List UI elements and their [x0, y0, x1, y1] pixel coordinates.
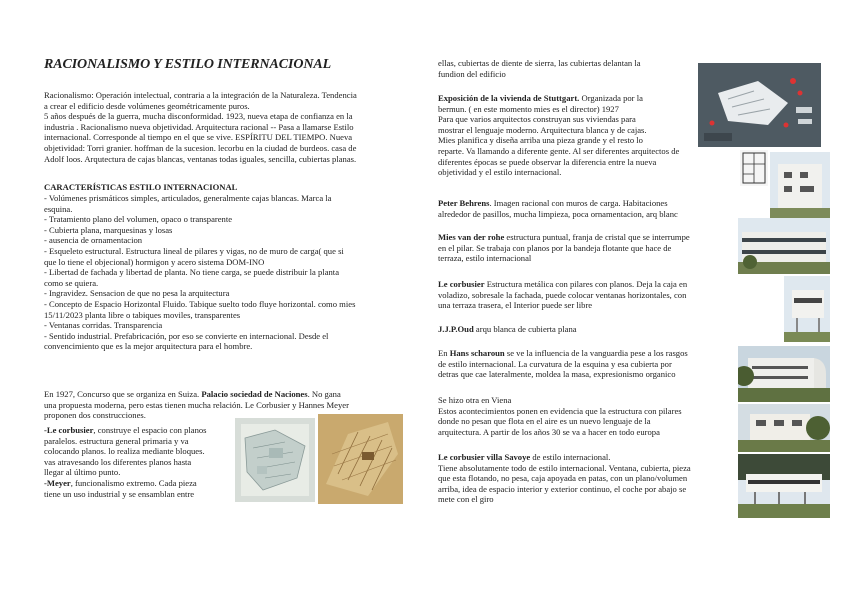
- characteristic-line: - Cubierta plana, marquesinas y losas: [44, 224, 173, 235]
- characteristic-line: como se quiera.: [44, 277, 99, 288]
- characteristic-line: - Sentido industrial. Prefabricación, por eso se convierte en internacional. Desde el: [44, 330, 329, 341]
- oud-paragraph: J.J.P.Oud arqu blanca de cubierta plana: [438, 324, 577, 334]
- intro-line: 5 años después de la guerra, mucha disconformidad. 1923, nueva etapa de confianza en la: [44, 111, 353, 122]
- characteristic-line: que lo tiene el objecional) hormigon y acero sistema DOM-INO: [44, 256, 265, 267]
- corbusier-paragraph: -Le corbusier, construye el espacio con planos paralelos. estructura general primaria y va colocando planos. lo realiza mediante bloques. vas atravesando los diferentes planos hasta llegar al último punto. -Meyer, funcionalismo extremo. Cada pieza tiene un uso industrial y se ensamblan entre: [44, 425, 207, 499]
- characteristic-line: 15/11/2023 planta libre o tabiques moviles, transparentes: [44, 309, 241, 320]
- mies-paragraph: Mies van der rohe estructura puntual, franja de cristal que se interrumpe en el pilar. Se trabaja con planos por la bandeja flotante que hace de terraza, estilo internacional: [438, 232, 690, 264]
- savoye-paragraph: Le corbusier villa Savoye de estilo internacional. Tiene absolutamente todo de estilo internacional. Ventana, cubierta, pieza que esta flotando, no pesa, caja apoyada en patas, con un plano/volumen arriba, idea de espacio interior y exterior continuo, el coche por abajo se mete con el giro: [438, 452, 691, 505]
- intro-line: a crear el edificio desde volúmenes geométricamente puros.: [44, 100, 250, 111]
- behrens-plan-image: [740, 150, 768, 186]
- intro-line: Racionalismo: Operación intelectual, contraria a la integración de la Naturaleza. Tendencia: [44, 90, 357, 100]
- stuttgart-map-image: [698, 63, 821, 147]
- behrens-name: Peter Behrens: [438, 198, 490, 208]
- concurso-paragraph: En 1927, Concurso que se organiza en Suiza. Palacio sociedad de Naciones. No gana una propuesta moderna, pero estas tienen mucha relación. Le Corbusier y Hannes Meyer proponen dos construcciones.: [44, 389, 349, 421]
- characteristics-list: [44, 193, 416, 352]
- characteristic-line: - Esqueleto estructural. Estructura lineal de pilares y vigas, no de muro de carga( que si: [44, 245, 344, 256]
- intro-line: objetividad: Torri granier. hoffman de la sucesion. lecorbu en la ciudad de burdeos. casa de: [44, 142, 357, 153]
- intro-paragraph: [44, 90, 416, 164]
- viena-paragraph: Se hizo otra en Viena Estos acontecimientos ponen en evidencia que la estructura con pilares donde no pesan que flota en el aire es un nuevo lenguaje de la arquitectura. A partir de los años 30 se va a hacer en todo europa: [438, 395, 682, 437]
- scharoun-house-image: [738, 346, 830, 402]
- characteristic-line: - Ventanas corridas. Transparencia: [44, 320, 163, 331]
- intro-line: internacional. Corresponde al tiempo en el que se vive. ESPÍRITU DEL TIEMPO. Nueva: [44, 132, 353, 143]
- savoye-name: Le corbusier villa Savoye: [438, 452, 531, 462]
- corbusier-plan-image: [235, 418, 315, 502]
- scharoun-name: Hans scharoun: [449, 348, 505, 358]
- right-top-paragraph: ellas, cubiertas de diente de sierra, las cubiertas delantan la fundion del edificio: [438, 58, 641, 79]
- characteristic-line: - Volúmenes prismáticos simples, articulados, generalmente cajas blancas. Marca la: [44, 193, 332, 203]
- stuttgart-name: Exposición de la vivienda de Stuttgart.: [438, 93, 580, 103]
- oud-name: J.J.P.Oud: [438, 324, 474, 334]
- meyer-plan-image: [318, 414, 403, 504]
- characteristics-heading: CARACTERÍSTICAS ESTILO INTERNACIONAL: [44, 182, 238, 192]
- characteristic-line: - Tratamiento plano del volumen, opaco o transparente: [44, 214, 233, 225]
- mies-building-image: [738, 218, 830, 274]
- document-title: RACIONALISMO Y ESTILO INTERNACIONAL: [44, 57, 332, 72]
- behrens-paragraph: Peter Behrens. Imagen racional con muros de carga. Habitaciones alrededor de pasillos, mucha limpieza, poca ornamentacion, arq blanc: [438, 198, 678, 219]
- mies-name: Mies van der rohe: [438, 232, 505, 242]
- palacio-name: Palacio sociedad de Naciones: [201, 389, 308, 399]
- characteristic-line: - ausencia de ornamentacion: [44, 235, 143, 246]
- lecorbusier-name: Le corbusier: [438, 279, 485, 289]
- villa-savoye-image: [738, 454, 830, 518]
- lecorbusier-house-image: [784, 276, 830, 342]
- stuttgart-paragraph: Exposición de la vivienda de Stuttgart. Organizada por la bermun. ( en este momento mies es el director) 1927 Para que varios arquitectos construyan sus viviendas para mostrar el lenguaje moderno. Arquitectura blanca y de cajas. Mies planifica y diseña arriba una pieza grande y el resto lo reparte. Va llamando a diferente gente. Al ser diferentes arquitectos de diferentes épocas se puede observar la diferencia entre la nueva objetividad y el estilo internacional.: [438, 93, 680, 178]
- meyer-name: -Meyer: [44, 477, 71, 488]
- corbusier-name: -Le corbusier: [44, 425, 94, 435]
- characteristic-line: - Libertad de fachada y libertad de planta. No tiene carga, se puede distribuir la planta: [44, 267, 340, 278]
- characteristic-line: - Concepto de Espacio Horizontal Fluido. Tabique suelto todo fluye horizontal. como mies: [44, 298, 356, 309]
- intro-line: Adolf loos. Arqutectura de cajas blancas, ventanas todas iguales, sencilla, cubiertas planas.: [44, 153, 357, 164]
- characteristic-line: - Ingravidez. Sensacion de que no pesa la arquitectura: [44, 288, 230, 299]
- scharoun-paragraph: En Hans scharoun se ve la influencia de la vanguardia pese a los rasgos de estilo internacional. La curvatura de la esquina y esa cubierta por detras que cae lateralmente, moldea la masa, expresionismo organico: [438, 348, 688, 380]
- characteristic-line: convencimiento que es la mejor arquitectura para el hombre.: [44, 341, 253, 352]
- viena-house-image: [738, 404, 830, 452]
- lecorbusier-paragraph: Le corbusier Estructura metálica con pilares con planos. Deja la caja en voladizo, sobresale la fachada, puede colocar ventanas horizontales, con una terraza trasera, el Interior puede ser libre: [438, 279, 688, 311]
- characteristic-line: esquina.: [44, 203, 73, 214]
- intro-line: industria . Racionalismo nueva objetividad. Arquitectura racional -- Pasa a llamarse Estilo: [44, 121, 354, 132]
- behrens-house-image: [770, 152, 830, 220]
